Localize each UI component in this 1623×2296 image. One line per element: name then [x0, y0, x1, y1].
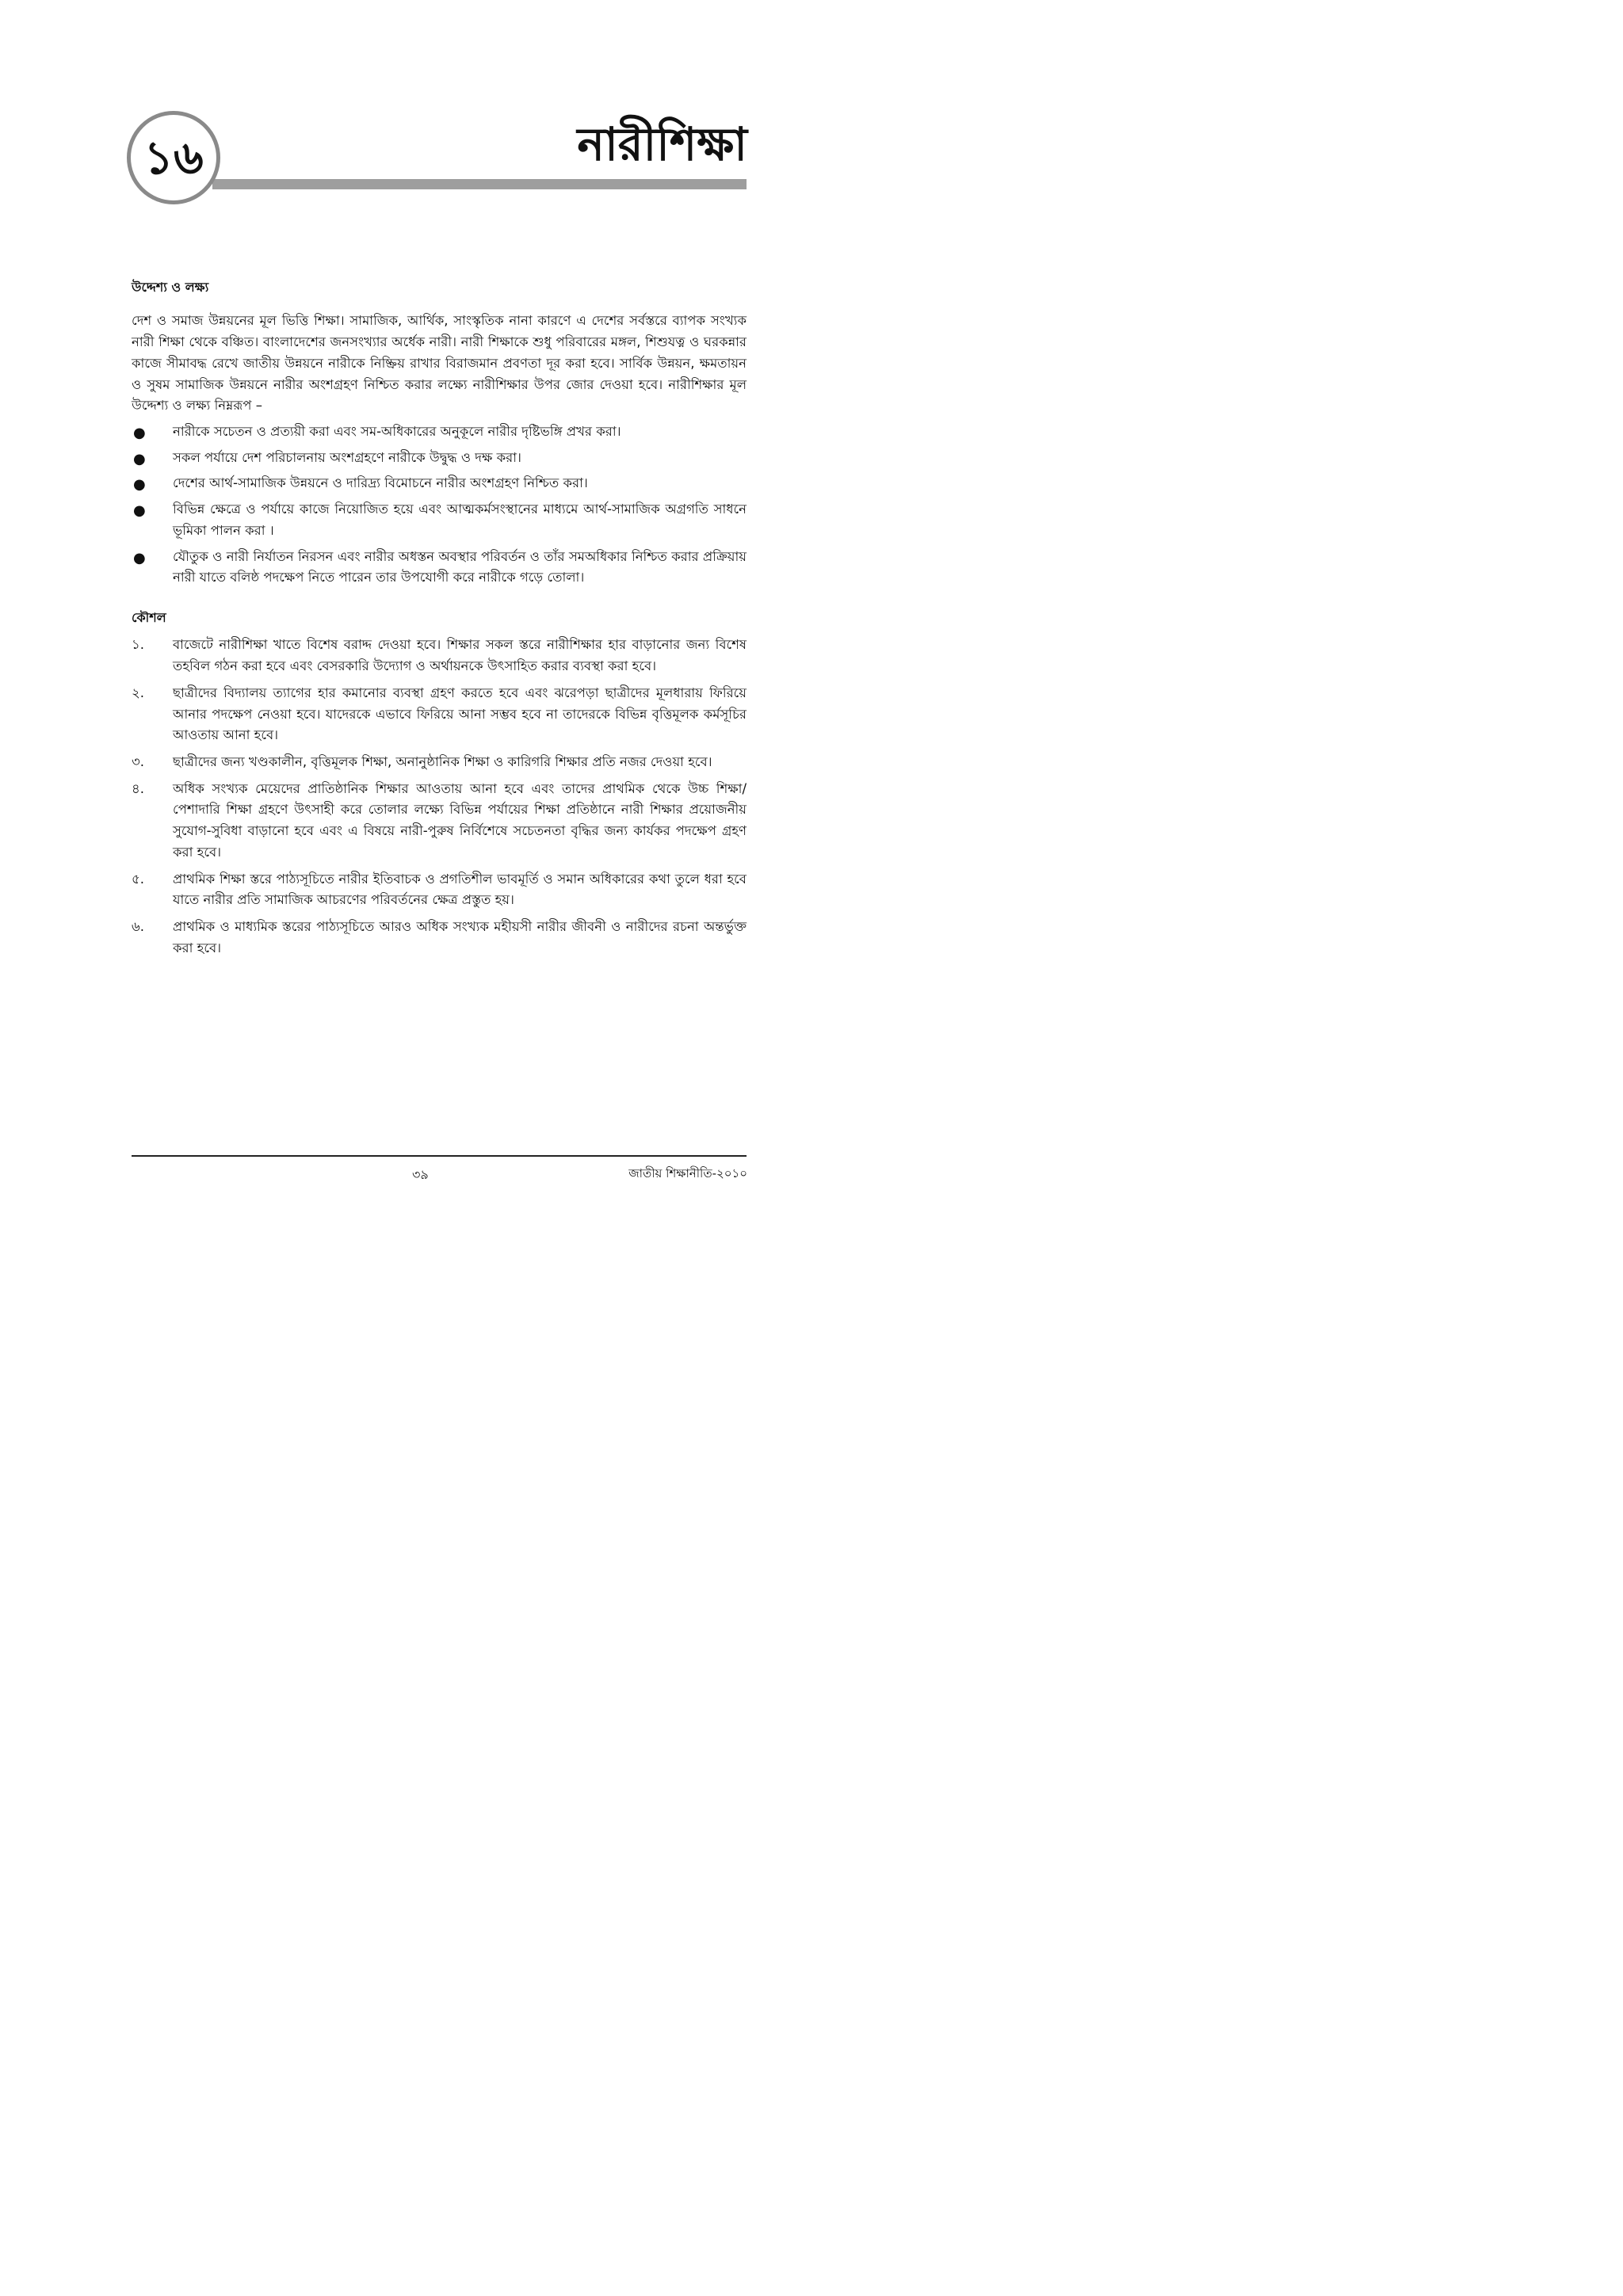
footer-divider	[132, 1155, 747, 1157]
chapter-number: ১৬	[143, 131, 204, 185]
strategy-item	[132, 869, 747, 911]
bullet-icon: ●	[133, 424, 146, 441]
bullet-icon: ●	[133, 450, 146, 467]
strategy-text: বাজেটে নারীশিক্ষা খাতে বিশেষ বরাদ্দ দেওয়া হবে। শিক্ষার সকল স্তরে নারীশিক্ষার হার বাড়ানোর জন্য বিশেষ তহবিল গঠন করা হবে এবং বেসরকারি উদ্যোগ ও অর্থায়নকে উৎসাহিত করার ব্যবস্থা করা হবে।	[173, 637, 747, 674]
strategy-text: ছাত্রীদের জন্য খণ্ডকালীন, বৃত্তিমূলক শিক্ষা, অনানুষ্ঠানিক শিক্ষা ও কারিগরি শিক্ষার প্রতি নজর দেওয়া হবে।	[173, 754, 712, 769]
bullet-icon: ●	[133, 476, 146, 494]
strategy-item	[132, 779, 747, 864]
strategy-text: ছাত্রীদের বিদ্যালয় ত্যাগের হার কমানোর ব্যবস্থা গ্রহণ করতে হবে এবং ঝরেপড়া ছাত্রীদের মূলধারায় ফিরিয়ে আনার পদক্ষেপ নেওয়া হবে। যাদেরকে এভাবে ফিরিয়ে আনা সম্ভব হবে না তাদেরকে বিভিন্ন বৃত্তিমূলক কর্মসূচির আওতায় আনা হবে।	[173, 685, 747, 743]
strategy-item	[132, 752, 747, 773]
strategy-list	[132, 635, 747, 959]
strategy-text: প্রাথমিক ও মাধ্যমিক স্তরের পাঠ্যসূচিতে আরও অধিক সংখ্যক মহীয়সী নারীর জীবনী ও নারীদের রচনা অন্তর্ভুক্ত করা হবে।	[173, 919, 747, 955]
strategy-item	[132, 917, 747, 959]
footer-book-title: জাতীয় শিক্ষানীতি-২০১০	[628, 1166, 747, 1180]
objective-text: দেশের আর্থ-সামাজিক উন্নয়নে ও দারিদ্র্য বিমোচনে নারীর অংশগ্রহণ নিশ্চিত করা।	[173, 475, 588, 491]
objectives-heading: উদ্দেশ্য ও লক্ষ্য	[132, 280, 209, 295]
objectives-intro: দেশ ও সমাজ উন্নয়নের মূল ভিত্তি শিক্ষা। সামাজিক, আর্থিক, সাংস্কৃতিক নানা কারণে এ দেশের সর্বস্তরে ব্যাপক সংখ্যক নারী শিক্ষা থেকে বঞ্চিত। বাংলাদেশের জনসংখ্যার অর্ধেক নারী। নারী শিক্ষাকে শুধু পরিবারের মঙ্গল, শিশুযত্ন ও ঘরকন্নার কাজে সীমাবদ্ধ রেখে জাতীয় উন্নয়নে নারীকে নিষ্ক্রিয় রাখার বিরাজমান প্রবণতা দূর করা হবে। সার্বিক উন্নয়ন, ক্ষমতায়ন ও সুষম সামাজিক উন্নয়নে নারীর অংশগ্রহণ নিশ্চিত করার লক্ষ্যে নারীশিক্ষার উপর জোর দেওয়া হবে। নারীশিক্ষার মূল উদ্দেশ্য ও লক্ষ্য নিম্নরূপ –	[132, 313, 747, 414]
page-number: ৩৯	[412, 1167, 429, 1182]
objective-item	[132, 499, 747, 541]
objective-item	[132, 473, 747, 494]
strategy-number: ৬.	[132, 919, 144, 935]
objective-text: নারীকে সচেতন ও প্রত্যয়ী করা এবং সম-অধিকারের অনুকূলে নারীর দৃষ্টিভঙ্গি প্রখর করা।	[173, 423, 621, 439]
strategy-item	[132, 683, 747, 746]
objective-text: যৌতুক ও নারী নির্যাতন নিরসন এবং নারীর অধস্তন অবস্থার পরিবর্তন ও তাঁর সমঅধিকার নিশ্চিত করার প্রক্রিয়ায় নারী যাতে বলিষ্ঠ পদক্ষেপ নিতে পারেন তার উপযোগী করে নারীকে গড়ে তোলা।	[173, 548, 747, 585]
bullet-icon: ●	[133, 502, 146, 520]
bullet-icon: ●	[133, 549, 146, 566]
chapter-title: নারীশিক্ষা	[577, 117, 747, 171]
strategy-text: অধিক সংখ্যক মেয়েদের প্রাতিষ্ঠানিক শিক্ষার আওতায় আনা হবে এবং তাদের প্রাথমিক থেকে উচ্চ শিক্ষা/পেশাদারি শিক্ষা গ্রহণে উৎসাহী করে তোলার লক্ষ্যে বিভিন্ন পর্যায়ের শিক্ষা প্রতিষ্ঠানে নারী শিক্ষার প্রয়োজনীয় সুযোগ-সুবিধা বাড়ানো হবে এবং এ বিষয়ে নারী-পুরুষ নির্বিশেষে সচেতনতা বৃদ্ধির জন্য কার্যকর পদক্ষেপ গ্রহণ করা হবে।	[173, 780, 747, 860]
strategy-number: ৫.	[132, 871, 144, 887]
strategy-number: ৪.	[132, 780, 144, 796]
strategy-heading: কৌশল	[132, 610, 166, 626]
objective-text: বিভিন্ন ক্ষেত্রে ও পর্যায়ে কাজে নিয়োজিত হয়ে এবং আত্মকর্মসংস্থানের মাধ্যমে আর্থ-সামাজিক অগ্রগতি সাধনে ভূমিকা পালন করা ।	[173, 502, 747, 538]
objective-item	[132, 448, 747, 469]
strategy-number: ২.	[132, 685, 144, 700]
strategy-text: প্রাথমিক শিক্ষা স্তরে পাঠ্যসূচিতে নারীর ইতিবাচক ও প্রগতিশীল ভাবমূর্তি ও সমান অধিকারের কথা তুলে ধরা হবে যাতে নারীর প্রতি সামাজিক আচরণের পরিবর্তনের ক্ষেত্র প্রস্তুত হয়।	[173, 871, 747, 908]
strategy-number: ১.	[132, 637, 144, 653]
header-bar	[212, 179, 747, 189]
objectives-list	[132, 421, 747, 589]
objective-item	[132, 421, 747, 443]
strategy-number: ৩.	[132, 754, 144, 769]
strategy-item	[132, 635, 747, 677]
objective-text: সকল পর্যায়ে দেশ পরিচালনায় অংশগ্রহণে নারীকে উদ্বুদ্ধ ও দক্ষ করা।	[173, 449, 521, 465]
page-content	[132, 279, 747, 964]
objective-item	[132, 547, 747, 589]
chapter-number-badge	[127, 111, 220, 204]
